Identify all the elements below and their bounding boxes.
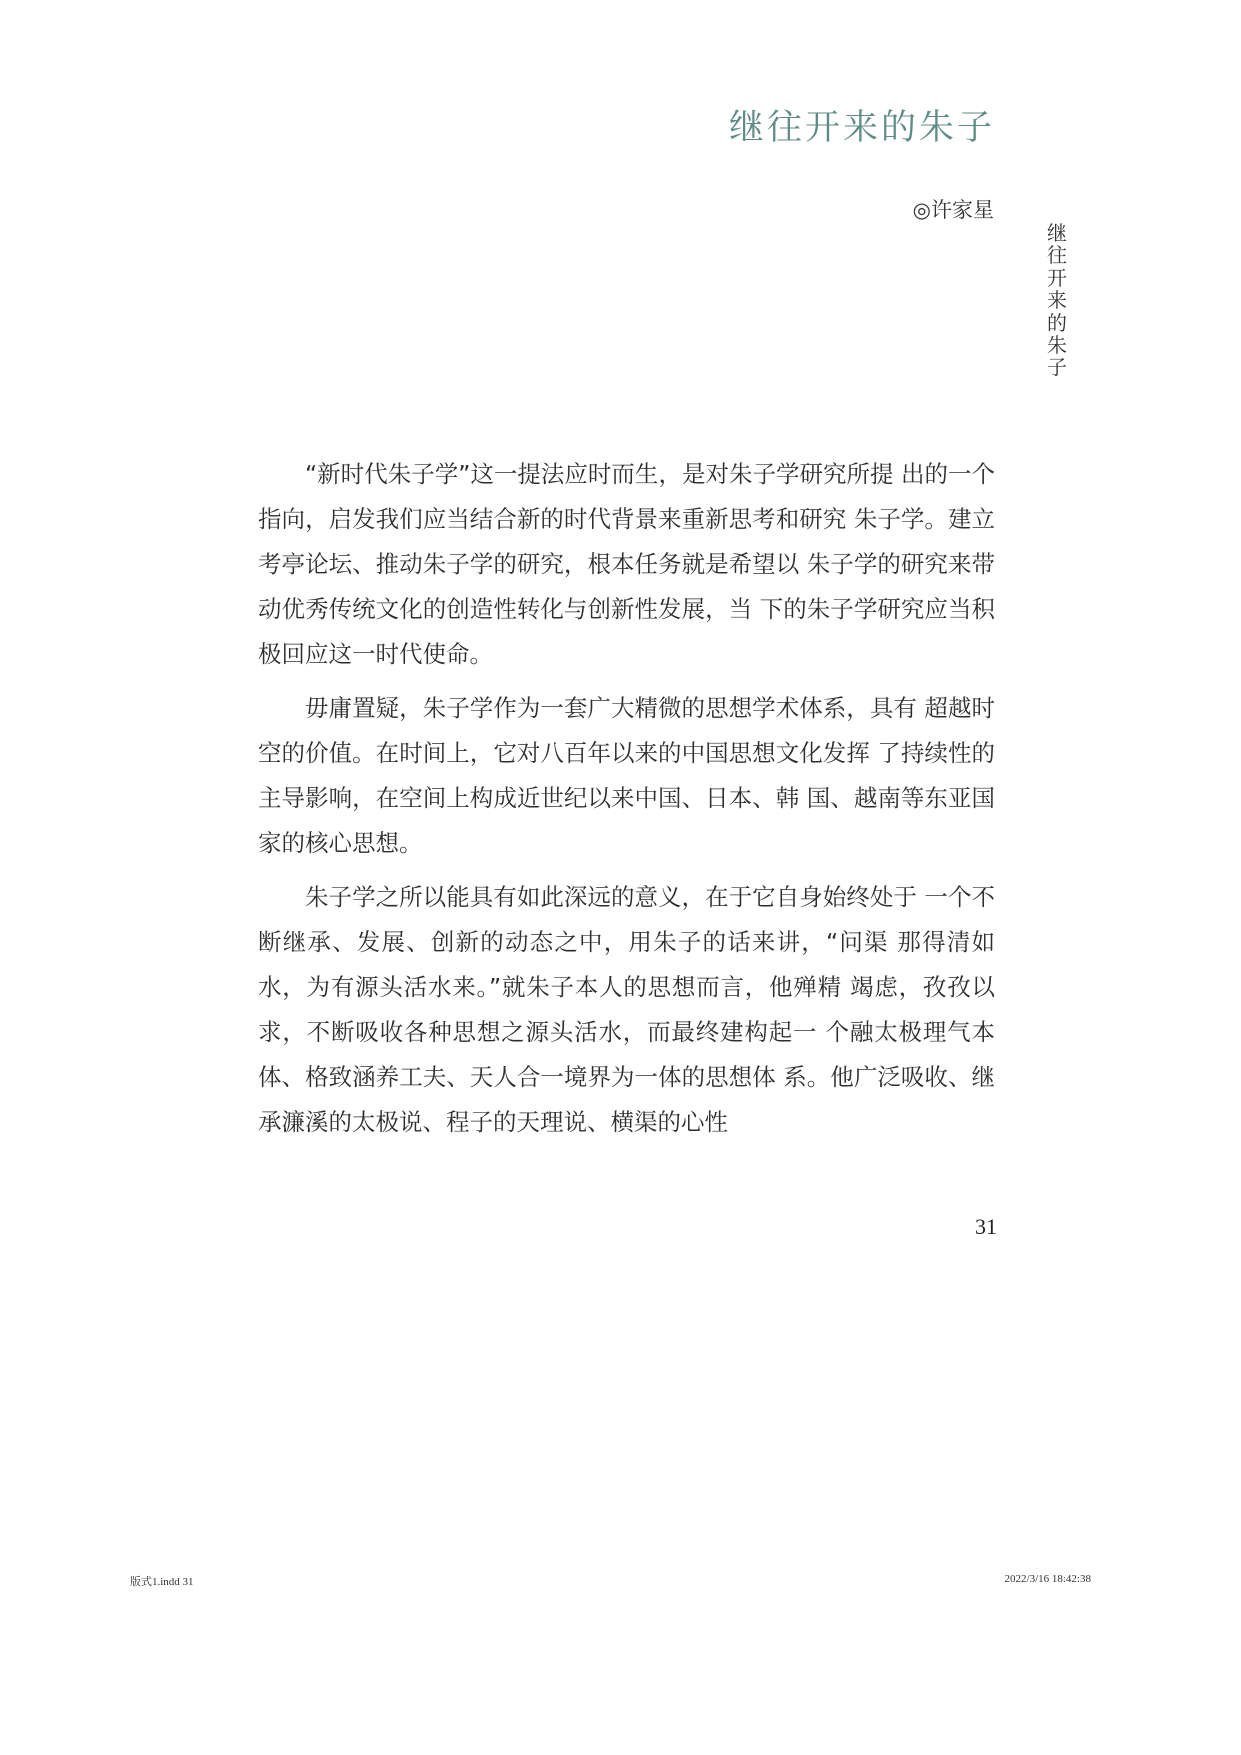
article-body bbox=[258, 452, 995, 1145]
paragraph-2: 毋庸置疑，朱子学作为一套广大精微的思想学术体系，具有 超越时空的价值。在时间上，它对八百年以来的中国思想文化发挥 了持续性的主导影响，在空间上构成近世纪以来中国、日本、韩 国、越南等东亚国家的核心思想。 bbox=[258, 694, 995, 857]
page-number: 31 bbox=[975, 1214, 997, 1239]
paragraph-1: “新时代朱子学”这一提法应时而生，是对朱子学研究所提 出的一个指向，启发我们应当结合新的时代背景来重新思考和研究 朱子学。建立考亭论坛、推动朱子学的研究，根本任务就是希望以 朱子学的研究来带动优秀传统文化的创造性转化与创新性发展，当 下的朱子学研究应当积极回应这一时代使命。 bbox=[258, 460, 995, 668]
paragraph-3: 朱子学之所以能具有如此深远的意义，在于它自身始终处于 一个不断继承、发展、创新的动态之中，用朱子的话来讲，“问渠 那得清如水，为有源头活水来。”就朱子本人的思想而言，他殚精 竭虑，孜孜以求，不断吸收各种思想之源头活水，而最终建构起一 个融太极理气本体、格致涵养工夫、天人合一境界为一体的思想体 系。他广泛吸收、继承濂溪的太极说、程子的天理说、横渠的心性 bbox=[258, 883, 995, 1136]
vertical-running-head: 继往开来的朱子 bbox=[1047, 221, 1067, 380]
print-slug-filename: 版式1.indd 31 bbox=[130, 1576, 194, 1588]
print-slug-timestamp: 2022/3/16 18:42:38 bbox=[1004, 1573, 1091, 1585]
article-title: 继往开来的朱子 bbox=[728, 108, 995, 148]
author-byline: ◎许家星 bbox=[912, 198, 994, 222]
